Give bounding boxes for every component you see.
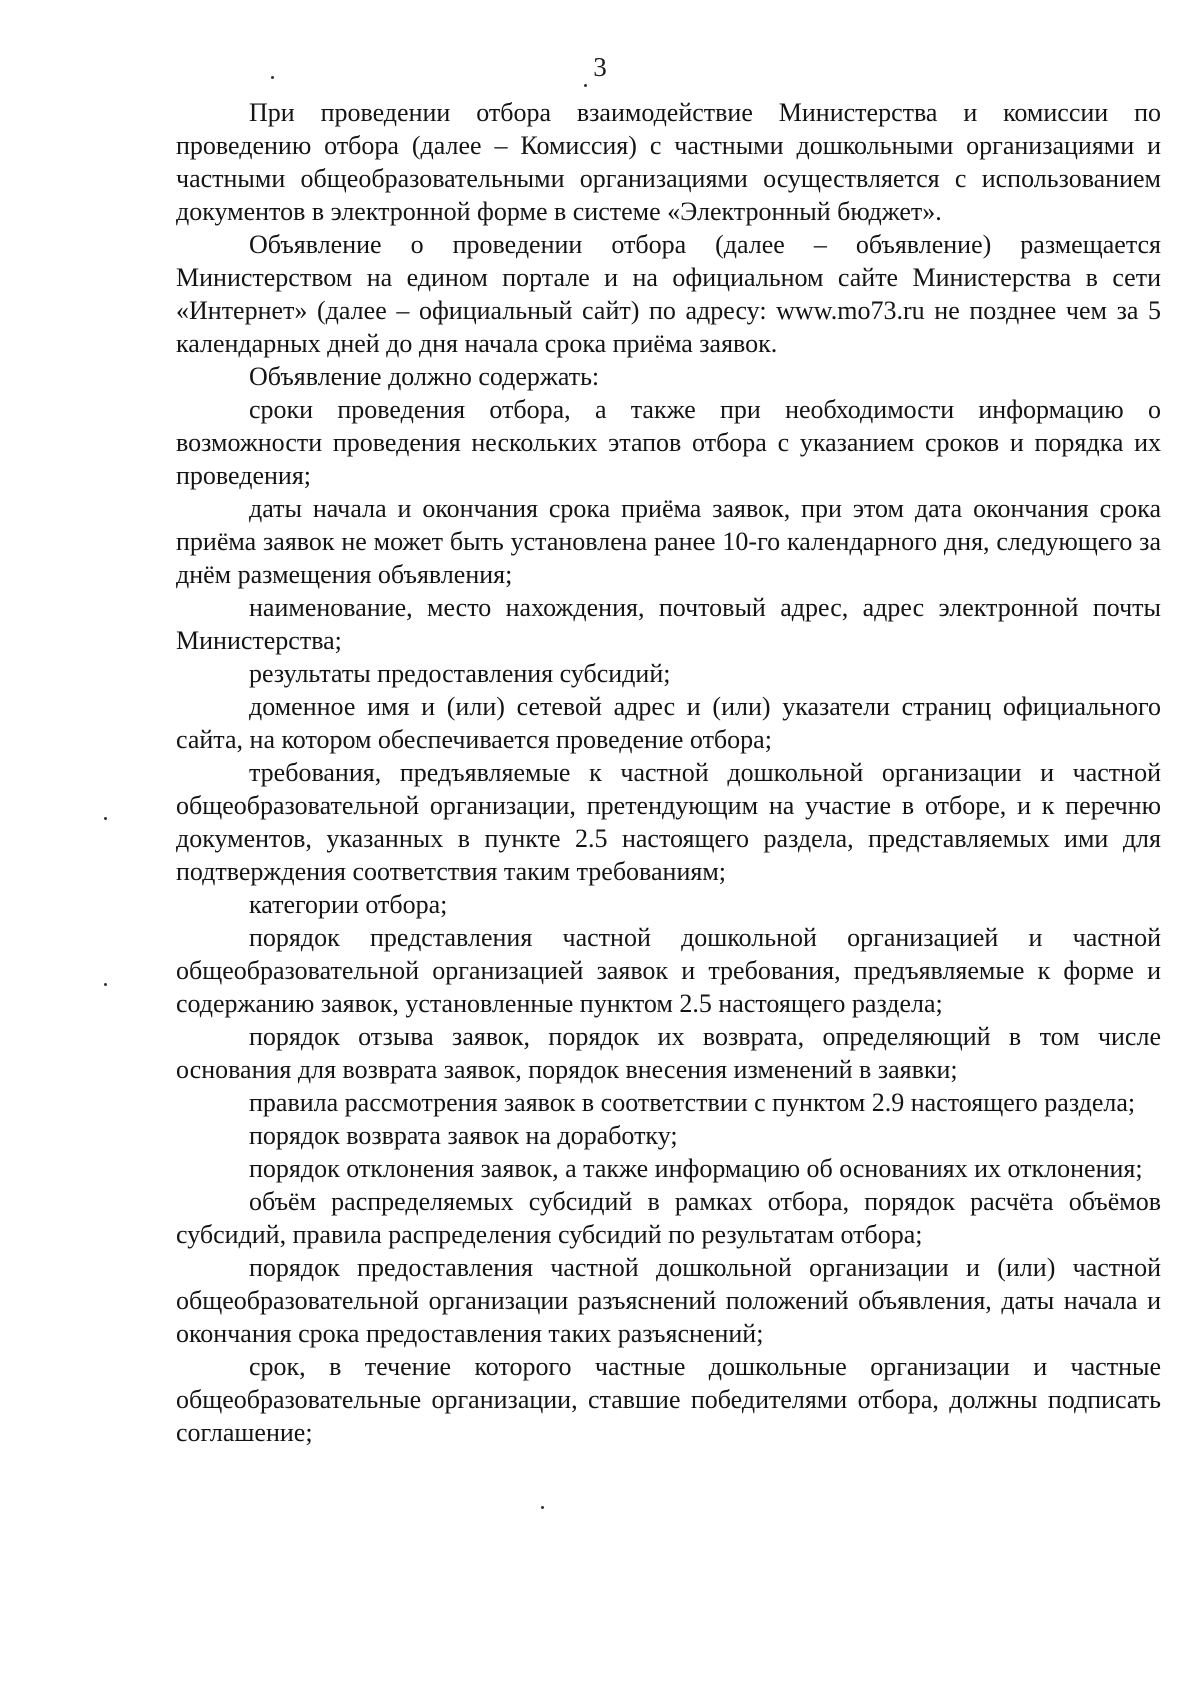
paragraph: объём распределяемых субсидий в рамках отбора, порядок расчёта объёмов субсидий, правила распределения субсидий по результатам отбора; [176,1187,1161,1249]
paragraph: При проведении отбора взаимодействие Министерства и комиссии по проведению отбора (далее – Комиссия) с частными дошкольными организациями и частными общеобразовательными организациями осуществляется с использованием документов в электронной форме в системе «Электронный бюджет». [176,98,1161,226]
page-number: 3 [593,52,607,82]
paragraph: порядок отклонения заявок, а также информацию об основаниях их отклонения; [249,1154,1143,1183]
scan-speck [104,983,107,986]
scan-speck [104,817,107,820]
paragraph: срок, в течение которого частные дошкольные организации и частные общеобразовательные организации, ставшие победителями отбора, должны подписать соглашение; [176,1352,1161,1447]
paragraph: категории отбора; [249,890,448,919]
paragraph: наименование, место нахождения, почтовый адрес, адрес электронной почты Министерства; [176,593,1161,655]
paragraph: Объявление о проведении отбора (далее – объявление) размещается Министерством на едином портале и на официальном сайте Министерства в сети «Интернет» (далее – официальный сайт) по адресу: www.mo73.ru не позднее чем за 5 календарных дней до дня начала срока приёма заявок. [176,230,1161,358]
paragraph: результаты предоставления субсидий; [249,659,671,688]
paragraph: даты начала и окончания срока приёма заявок, при этом дата окончания срока приёма заявок не может быть установлена ранее 10-го календарного дня, следующего за днём размещения объявления; [176,494,1161,589]
paragraph: порядок представления частной дошкольной организацией и частной общеобразовательной организацией заявок и требования, предъявляемые к форме и содержанию заявок, установленные пунктом 2.5 настоящего раздела; [176,923,1161,1018]
scan-speck [271,76,274,79]
paragraph: порядок отзыва заявок, порядок их возврата, определяющий в том числе основания для возврата заявок, порядок внесения изменений в заявки; [176,1022,1161,1084]
paragraph: правила рассмотрения заявок в соответствии с пунктом 2.9 настоящего раздела; [249,1088,1136,1117]
paragraph: сроки проведения отбора, а также при необходимости информацию о возможности проведения нескольких этапов отбора с указанием сроков и порядка их проведения; [176,395,1161,490]
document-body [176,96,1161,1449]
paragraph: порядок предоставления частной дошкольной организации и (или) частной общеобразовательной организации разъяснений положений объявления, даты начала и окончания срока предоставления таких разъяснений; [176,1253,1161,1348]
scan-speck [584,84,587,87]
paragraph: требования, предъявляемые к частной дошкольной организации и частной общеобразовательной организации, претендующим на участие в отборе, и к перечню документов, указанных в пункте 2.5 настоящего раздела, представляемых ими для подтверждения соответствия таким требованиям; [176,758,1161,886]
scan-speck [541,1506,544,1509]
paragraph: доменное имя и (или) сетевой адрес и (или) указатели страниц официального сайта, на котором обеспечивается проведение отбора; [176,692,1161,754]
paragraph: порядок возврата заявок на доработку; [249,1121,678,1150]
paragraph: Объявление должно содержать: [249,362,600,391]
